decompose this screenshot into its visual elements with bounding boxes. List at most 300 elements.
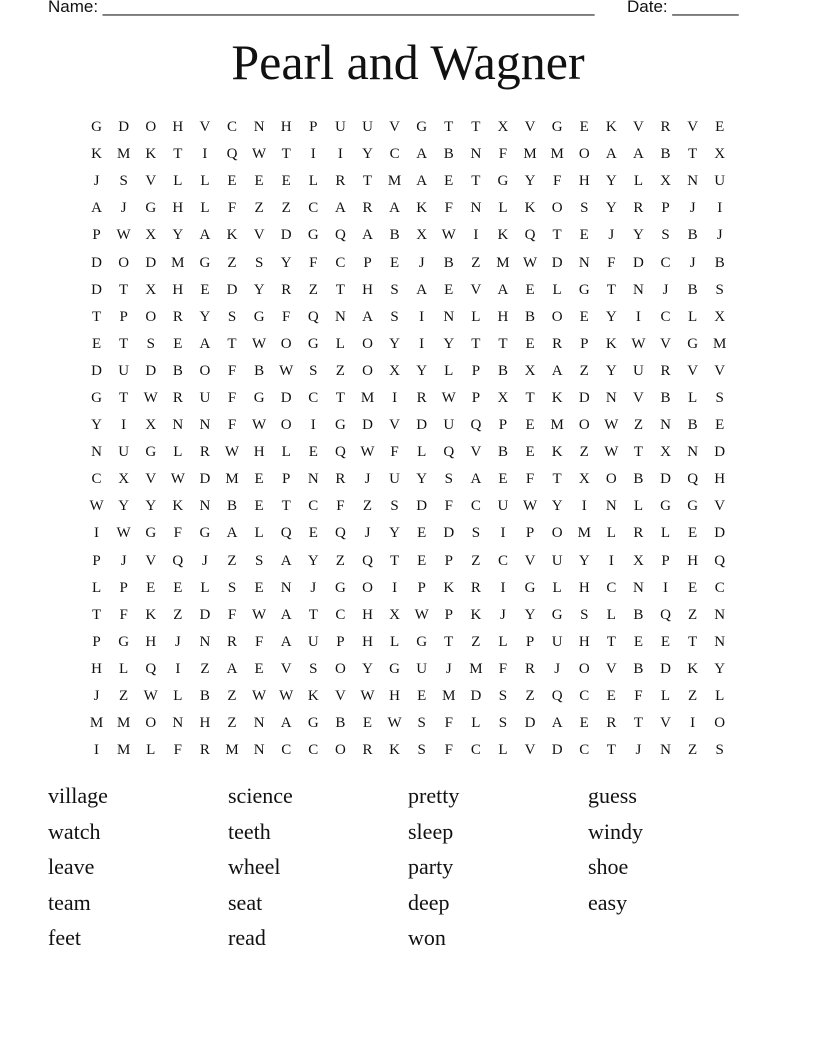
grid-letter: V xyxy=(687,362,699,379)
grid-letter: R xyxy=(362,200,373,217)
grid-letter: D xyxy=(199,471,211,488)
grid-letter: C xyxy=(497,552,508,569)
grid-letter: J xyxy=(174,633,181,650)
grid-letter: W xyxy=(252,688,267,705)
grid-letter: W xyxy=(252,335,267,352)
word-list-item: watch xyxy=(48,818,101,844)
grid-letter: S xyxy=(390,498,399,515)
grid-letter: Q xyxy=(470,417,482,434)
grid-letter: F xyxy=(498,146,508,163)
grid-letter: F xyxy=(309,254,318,271)
grid-letter: P xyxy=(661,200,670,217)
grid-letter: H xyxy=(145,633,157,650)
grid-letter: V xyxy=(605,660,617,677)
grid-letter: B xyxy=(633,471,644,488)
grid-letter: Y xyxy=(91,417,102,434)
grid-letter: K xyxy=(307,688,319,705)
grid-letter: Q xyxy=(362,552,373,569)
grid-letter: Y xyxy=(714,660,726,677)
grid-letter: G xyxy=(145,525,157,542)
grid-letter: P xyxy=(661,552,670,569)
grid-letter: J xyxy=(418,254,425,271)
grid-letter: F xyxy=(227,417,237,434)
grid-letter: I xyxy=(94,525,100,542)
grid-letter: D xyxy=(578,389,590,406)
grid-letter: D xyxy=(199,606,211,623)
grid-row xyxy=(83,249,733,276)
grid-letter: E xyxy=(254,579,264,596)
grid-letter: I xyxy=(310,417,316,434)
grid-letter: U xyxy=(416,660,428,677)
grid-row xyxy=(83,439,733,466)
grid-letter: Y xyxy=(118,498,130,515)
grid-letter: H xyxy=(280,119,292,136)
grid-letter: V xyxy=(660,715,671,732)
grid-letter: Z xyxy=(254,200,264,217)
grid-letter: V xyxy=(470,281,482,298)
grid-letter: G xyxy=(334,579,346,596)
grid-letter: S xyxy=(661,227,670,244)
grid-letter: O xyxy=(280,335,292,352)
grid-letter: W xyxy=(522,254,538,271)
grid-letter: V xyxy=(524,552,536,569)
grid-letter: J xyxy=(662,281,669,298)
grid-letter: E xyxy=(146,579,156,596)
grid-letter: J xyxy=(310,579,317,596)
grid-letter: V xyxy=(199,119,211,136)
grid-letter: S xyxy=(417,742,426,759)
grid-letter: T xyxy=(606,742,616,759)
grid-letter: T xyxy=(688,633,698,650)
grid-letter: R xyxy=(172,389,183,406)
grid-letter: U xyxy=(118,362,130,379)
grid-letter: R xyxy=(470,579,481,596)
grid-letter: E xyxy=(173,579,183,596)
grid-letter: H xyxy=(578,173,590,190)
grid-letter: G xyxy=(687,498,699,515)
grid-letter: W xyxy=(387,715,402,732)
grid-letter: F xyxy=(498,660,508,677)
grid-letter: G xyxy=(91,119,102,136)
grid-letter: V xyxy=(389,417,400,434)
grid-row xyxy=(83,222,733,249)
word-list-item: windy xyxy=(588,818,643,844)
grid-letter: J xyxy=(364,471,371,488)
grid-letter: J xyxy=(364,525,371,542)
grid-letter: A xyxy=(416,173,428,190)
grid-letter: Q xyxy=(551,688,563,705)
grid-letter: W xyxy=(279,688,294,705)
grid-letter: H xyxy=(362,281,373,298)
grid-letter: D xyxy=(145,362,157,379)
grid-letter: C xyxy=(660,254,671,271)
grid-letter: O xyxy=(334,660,346,677)
grid-letter: I xyxy=(473,227,479,244)
grid-letter: Q xyxy=(145,660,157,677)
grid-letter: T xyxy=(227,335,237,352)
grid-letter: J xyxy=(202,552,208,569)
grid-letter: T xyxy=(308,606,318,623)
grid-letter: Y xyxy=(551,498,563,515)
grid-letter: L xyxy=(119,660,129,677)
grid-letter: P xyxy=(336,633,345,650)
grid-letter: O xyxy=(551,525,563,542)
grid-letter: L xyxy=(471,308,481,325)
grid-letter: E xyxy=(633,633,643,650)
grid-letter: L xyxy=(173,444,183,461)
grid-letter: F xyxy=(336,498,345,515)
grid-letter: Z xyxy=(227,688,237,705)
grid-letter: U xyxy=(497,498,509,515)
grid-row xyxy=(83,141,733,168)
grid-letter: Y xyxy=(307,552,319,569)
grid-letter: T xyxy=(444,633,454,650)
grid-letter: Q xyxy=(307,308,319,325)
grid-letter: N xyxy=(307,471,319,488)
grid-letter: N xyxy=(660,742,671,759)
grid-letter: Z xyxy=(633,417,643,434)
grid-letter: L xyxy=(200,173,210,190)
grid-letter: D xyxy=(362,417,373,434)
word-list xyxy=(48,782,768,960)
grid-letter: U xyxy=(199,389,211,406)
grid-letter: K xyxy=(145,606,157,623)
grid-letter: X xyxy=(145,417,157,434)
grid-letter: M xyxy=(116,742,131,759)
grid-letter: U xyxy=(714,173,726,190)
grid-letter: H xyxy=(714,471,726,488)
grid-row xyxy=(83,629,733,656)
grid-letter: X xyxy=(389,606,400,623)
grid-letter: J xyxy=(689,254,696,271)
grid-letter: Y xyxy=(389,335,400,352)
grid-letter: S xyxy=(715,742,724,759)
grid-letter: S xyxy=(715,389,724,406)
grid-letter: R xyxy=(281,281,292,298)
grid-letter: W xyxy=(252,606,267,623)
grid-letter: W xyxy=(116,525,131,542)
grid-letter: E xyxy=(444,173,454,190)
grid-letter: A xyxy=(389,200,400,217)
grid-letter: R xyxy=(552,335,563,352)
grid-letter: F xyxy=(525,471,535,488)
grid-letter: Q xyxy=(687,471,699,488)
grid-letter: T xyxy=(606,633,616,650)
grid-letter: T xyxy=(281,146,291,163)
grid-letter: G xyxy=(199,254,211,271)
grid-letter: R xyxy=(199,444,210,461)
grid-letter: J xyxy=(716,227,723,244)
grid-letter: I xyxy=(419,308,425,325)
grid-letter: E xyxy=(281,173,291,190)
grid-letter: O xyxy=(334,742,346,759)
grid-letter: G xyxy=(145,200,157,217)
grid-letter: P xyxy=(309,119,318,136)
grid-letter: B xyxy=(687,227,698,244)
grid-letter: Z xyxy=(173,606,183,623)
grid-letter: Z xyxy=(227,715,237,732)
grid-letter: H xyxy=(362,633,373,650)
grid-letter: D xyxy=(416,498,428,515)
grid-letter: Z xyxy=(471,552,481,569)
word-list-item: shoe xyxy=(588,854,629,880)
word-list-item: deep xyxy=(408,889,450,915)
grid-letter: S xyxy=(580,200,589,217)
grid-letter: T xyxy=(498,335,508,352)
grid-letter: A xyxy=(199,227,211,244)
grid-letter: F xyxy=(254,633,264,650)
grid-letter: A xyxy=(605,146,617,163)
grid-letter: W xyxy=(631,335,646,352)
grid-letter: J xyxy=(120,200,127,217)
grid-row xyxy=(83,331,733,358)
grid-row xyxy=(83,710,733,737)
grid-letter: P xyxy=(92,633,101,650)
grid-letter: F xyxy=(444,498,453,515)
grid-letter: I xyxy=(175,660,181,677)
grid-letter: F xyxy=(119,606,128,623)
grid-letter: B xyxy=(254,362,265,379)
grid-letter: E xyxy=(308,444,318,461)
grid-letter: D xyxy=(226,281,238,298)
grid-letter: J xyxy=(445,660,452,677)
grid-letter: F xyxy=(282,308,291,325)
grid-letter: B xyxy=(389,227,400,244)
grid-letter: G xyxy=(687,335,699,352)
grid-letter: T xyxy=(91,308,102,325)
grid-letter: K xyxy=(91,146,102,163)
grid-row xyxy=(83,737,733,764)
word-list-item: pretty xyxy=(408,783,460,808)
grid-letter: E xyxy=(444,281,454,298)
grid-letter: Q xyxy=(524,227,536,244)
grid-letter: O xyxy=(280,417,292,434)
grid-letter: A xyxy=(551,715,563,732)
grid-letter: V xyxy=(389,119,400,136)
grid-letter: V xyxy=(660,335,671,352)
grid-letter: D xyxy=(91,362,102,379)
grid-letter: T xyxy=(119,281,129,298)
grid-letter: E xyxy=(579,308,589,325)
grid-letter: M xyxy=(550,417,564,434)
grid-letter: R xyxy=(660,119,671,136)
grid-letter: K xyxy=(524,200,536,217)
grid-letter: C xyxy=(470,498,481,515)
grid-letter: M xyxy=(171,254,185,271)
grid-letter: X xyxy=(416,227,428,244)
grid-letter: T xyxy=(633,715,643,732)
grid-letter: R xyxy=(633,525,644,542)
grid-letter: M xyxy=(225,742,239,759)
grid-letter: O xyxy=(199,362,211,379)
grid-letter: A xyxy=(551,362,563,379)
grid-letter: G xyxy=(524,579,536,596)
grid-letter: S xyxy=(580,606,589,623)
grid-letter: V xyxy=(145,552,157,569)
grid-letter: D xyxy=(714,444,726,461)
grid-letter: J xyxy=(689,200,696,217)
grid-letter: N xyxy=(172,417,184,434)
grid-letter: T xyxy=(119,389,129,406)
grid-letter: M xyxy=(116,146,131,163)
grid-letter: I xyxy=(202,146,208,163)
grid-letter: G xyxy=(551,606,563,623)
grid-row xyxy=(83,277,733,304)
grid-letter: L xyxy=(633,498,643,515)
grid-letter: Z xyxy=(362,498,373,515)
grid-letter: G xyxy=(199,525,211,542)
grid-letter: M xyxy=(469,660,483,677)
grid-letter: A xyxy=(416,146,428,163)
grid-letter: Y xyxy=(389,525,400,542)
grid-letter: C xyxy=(91,471,102,488)
grid-letter: A xyxy=(362,227,373,244)
grid-letter: F xyxy=(390,444,399,461)
grid-letter: O xyxy=(578,417,590,434)
grid-letter: U xyxy=(307,633,319,650)
grid-letter: F xyxy=(227,200,237,217)
grid-letter: D xyxy=(551,742,563,759)
grid-letter: C xyxy=(606,579,617,596)
grid-letter: V xyxy=(334,688,346,705)
grid-letter: K xyxy=(145,146,157,163)
grid-letter: F xyxy=(227,606,237,623)
grid-letter: V xyxy=(714,362,726,379)
grid-letter: G xyxy=(307,227,319,244)
grid-letter: B xyxy=(660,146,671,163)
grid-letter: E xyxy=(417,688,427,705)
grid-letter: X xyxy=(497,389,509,406)
grid-letter: O xyxy=(714,715,726,732)
grid-letter: R xyxy=(660,362,671,379)
grid-letter: B xyxy=(227,498,238,515)
grid-letter: R xyxy=(227,633,238,650)
grid-letter: N xyxy=(199,498,211,515)
grid-letter: P xyxy=(471,389,481,406)
grid-letter: Y xyxy=(362,660,373,677)
grid-row xyxy=(83,683,733,710)
grid-row xyxy=(83,466,733,493)
grid-letter: N xyxy=(470,146,482,163)
grid-letter: J xyxy=(635,742,642,759)
word-list-item: easy xyxy=(588,889,628,915)
grid-row xyxy=(83,575,733,602)
grid-letter: W xyxy=(170,471,185,488)
grid-letter: T xyxy=(471,119,481,136)
grid-letter: Z xyxy=(119,688,129,705)
grid-letter: O xyxy=(551,200,563,217)
grid-letter: L xyxy=(660,525,671,542)
grid-letter: Y xyxy=(416,362,428,379)
word-list-item: team xyxy=(48,889,91,915)
grid-letter: O xyxy=(118,254,130,271)
grid-letter: E xyxy=(579,227,589,244)
grid-letter: Q xyxy=(443,444,455,461)
grid-letter: T xyxy=(119,335,129,352)
grid-letter: C xyxy=(281,742,292,759)
grid-letter: L xyxy=(173,688,183,705)
grid-letter: I xyxy=(392,579,398,596)
grid-letter: L xyxy=(417,444,427,461)
word-list-item: sleep xyxy=(408,818,454,844)
grid-letter: G xyxy=(253,308,265,325)
grid-letter: U xyxy=(334,119,346,136)
grid-letter: Z xyxy=(688,688,698,705)
grid-letter: E xyxy=(417,525,427,542)
grid-letter: G xyxy=(497,173,509,190)
grid-letter: L xyxy=(200,579,210,596)
grid-row xyxy=(83,493,733,520)
grid-letter: W xyxy=(89,498,104,515)
grid-letter: T xyxy=(91,606,102,623)
grid-letter: H xyxy=(578,633,590,650)
name-field-label: Name: ____________________________________________________ xyxy=(48,0,595,16)
grid-letter: V xyxy=(470,444,482,461)
word-list-item: read xyxy=(228,925,266,951)
grid-letter: Y xyxy=(199,308,211,325)
grid-letter: N xyxy=(199,633,211,650)
grid-letter: R xyxy=(335,471,346,488)
grid-letter: D xyxy=(416,417,428,434)
grid-row xyxy=(83,656,733,683)
grid-letter: X xyxy=(145,227,157,244)
grid-letter: F xyxy=(444,715,453,732)
grid-letter: I xyxy=(608,552,614,569)
grid-letter: M xyxy=(116,715,131,732)
grid-letter: K xyxy=(497,227,509,244)
grid-letter: L xyxy=(335,335,345,352)
grid-letter: E xyxy=(660,633,671,650)
grid-letter: Z xyxy=(688,606,698,623)
grid-letter: E xyxy=(91,335,102,352)
grid-letter: E xyxy=(525,335,535,352)
grid-letter: T xyxy=(633,444,643,461)
grid-letter: O xyxy=(145,119,157,136)
grid-letter: Y xyxy=(524,173,536,190)
grid-letter: R xyxy=(416,389,427,406)
grid-letter: H xyxy=(687,552,699,569)
grid-letter: D xyxy=(551,254,563,271)
grid-letter: L xyxy=(254,525,264,542)
grid-letter: Z xyxy=(579,444,589,461)
grid-row xyxy=(83,548,733,575)
grid-letter: E xyxy=(389,254,400,271)
grid-letter: M xyxy=(713,335,727,352)
grid-letter: F xyxy=(227,389,237,406)
grid-letter: F xyxy=(552,173,562,190)
grid-letter: A xyxy=(226,525,238,542)
grid-letter: B xyxy=(687,281,698,298)
grid-letter: R xyxy=(199,742,210,759)
grid-letter: W xyxy=(441,227,456,244)
grid-letter: C xyxy=(660,308,671,325)
grid-letter: H xyxy=(253,444,265,461)
grid-letter: R xyxy=(525,660,536,677)
grid-letter: L xyxy=(606,525,616,542)
grid-letter: E xyxy=(579,715,589,732)
grid-row xyxy=(83,114,733,141)
grid-letter: G xyxy=(253,389,265,406)
grid-letter: Z xyxy=(281,200,291,217)
grid-letter: P xyxy=(363,254,372,271)
grid-letter: C xyxy=(470,742,481,759)
grid-letter: J xyxy=(554,660,561,677)
grid-letter: Y xyxy=(605,173,617,190)
grid-letter: B xyxy=(199,688,210,705)
grid-letter: V xyxy=(524,119,536,136)
grid-letter: E xyxy=(688,579,698,596)
grid-letter: F xyxy=(634,688,643,705)
